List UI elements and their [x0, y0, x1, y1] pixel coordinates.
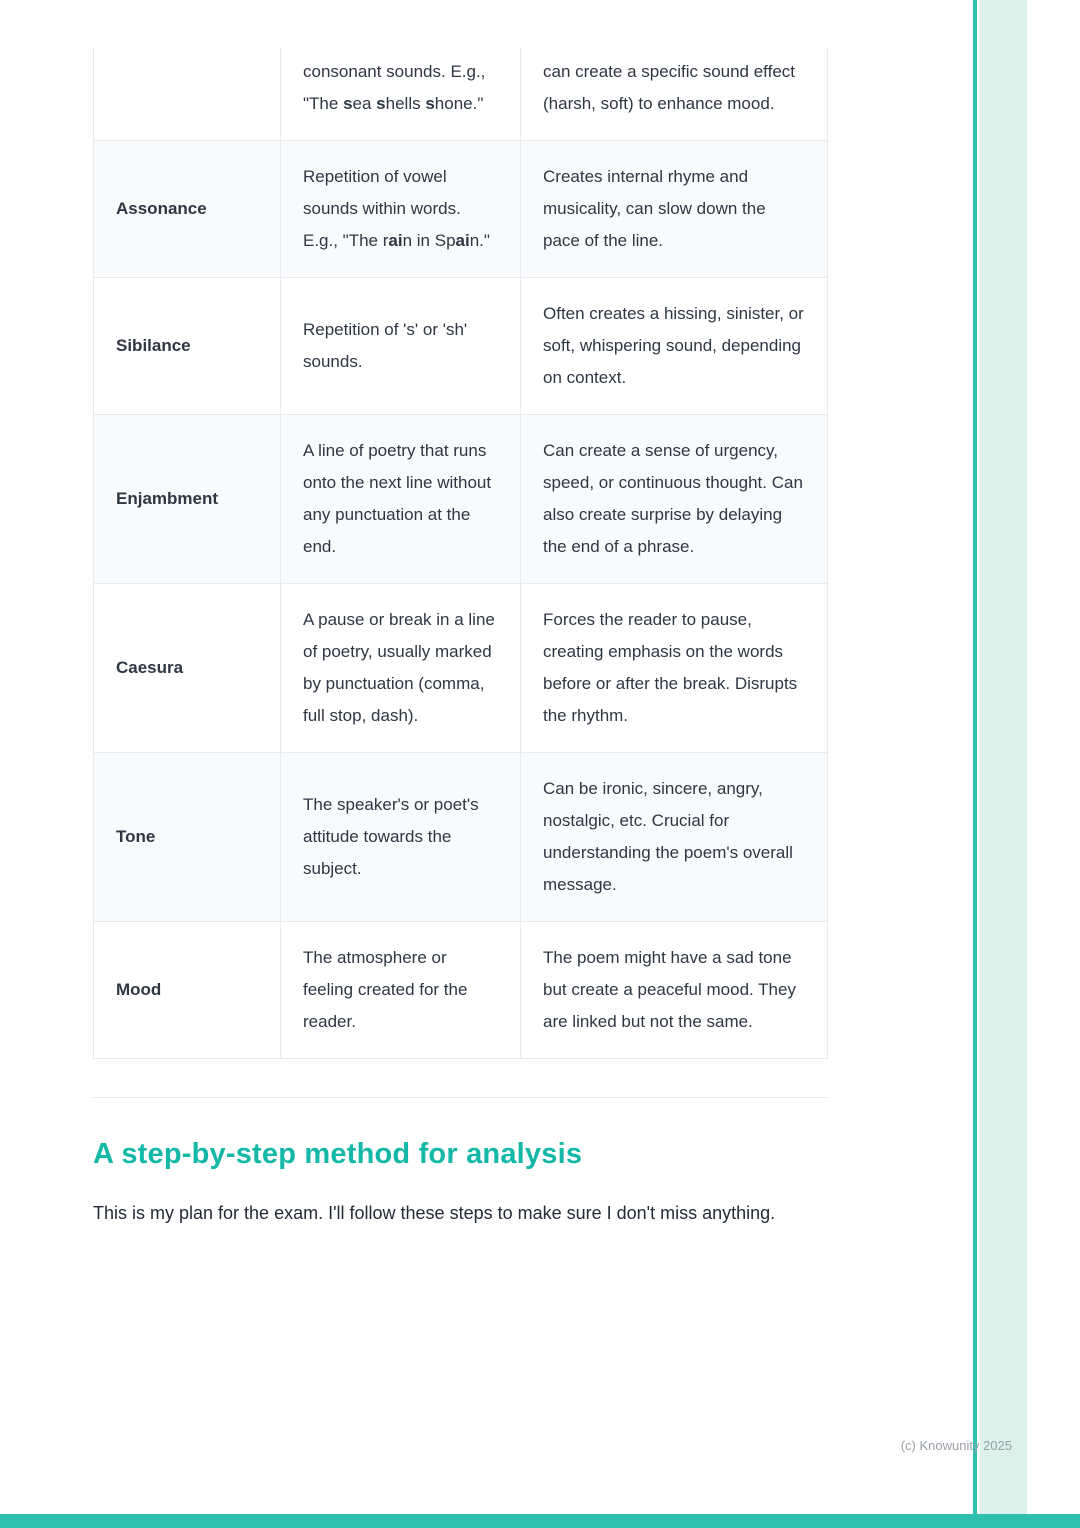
text-segment: hone."	[434, 94, 484, 113]
definition-cell	[281, 48, 521, 141]
footer-credit: (c) Knowunity 2025	[900, 1438, 1012, 1453]
section-paragraph: This is my plan for the exam. I'll follow these steps to make sure I don't miss anything.	[93, 1203, 776, 1223]
definition-cell: A line of poetry that runs onto the next line without any punctuation at the end.	[281, 415, 521, 584]
table-row	[94, 922, 828, 1059]
table-row	[94, 278, 828, 415]
bold-text-segment: ai	[455, 231, 470, 250]
page-edge-strip	[980, 0, 1027, 1514]
bottom-accent-bar	[0, 1514, 1080, 1528]
table-row	[94, 141, 828, 278]
section-divider	[93, 1097, 827, 1098]
table-row	[94, 415, 828, 584]
definition-cell: Repetition of 's' or 'sh' sounds.	[281, 278, 521, 415]
effect-cell: The poem might have a sad tone but create a peaceful mood. They are linked but not the same.	[521, 922, 828, 1059]
bold-text-segment: s	[425, 94, 435, 113]
definition-cell: The atmosphere or feeling created for the reader.	[281, 922, 521, 1059]
bold-text-segment: s	[343, 94, 353, 113]
bold-text-segment: ai	[388, 231, 403, 250]
term-cell: Enjambment	[94, 415, 281, 584]
definition-cell	[281, 141, 521, 278]
term-cell: Sibilance	[94, 278, 281, 415]
section-heading: A step-by-step method for analysis	[93, 1138, 583, 1170]
table-row	[94, 584, 828, 753]
page-edge-accent-line	[973, 0, 977, 1514]
term-cell	[94, 48, 281, 141]
effect-cell: Forces the reader to pause, creating emphasis on the words before or after the break. Disrupts the rhythm.	[521, 584, 828, 753]
table-body	[94, 48, 828, 1059]
page-content	[93, 48, 827, 1230]
effect-cell: Can create a sense of urgency, speed, or continuous thought. Can also create surprise by delaying the end of a phrase.	[521, 415, 828, 584]
text-segment: Repetition of vowel sounds within words. E.g., "The r	[303, 167, 461, 250]
text-segment: consonant sounds. E.g., "The	[303, 62, 486, 113]
table-row	[94, 753, 828, 922]
term-cell: Assonance	[94, 141, 281, 278]
term-cell: Mood	[94, 922, 281, 1059]
text-segment: n in Sp	[402, 231, 456, 250]
text-segment: hells	[385, 94, 426, 113]
bold-text-segment: s	[376, 94, 386, 113]
table-row	[94, 48, 828, 141]
term-cell: Caesura	[94, 584, 281, 753]
effect-cell: Can be ironic, sincere, angry, nostalgic, etc. Crucial for understanding the poem's overall message.	[521, 753, 828, 922]
effect-cell: can create a specific sound effect (harsh, soft) to enhance mood.	[521, 48, 828, 141]
poetic-devices-table	[93, 48, 828, 1059]
term-cell: Tone	[94, 753, 281, 922]
definition-cell: The speaker's or poet's attitude towards the subject.	[281, 753, 521, 922]
effect-cell: Often creates a hissing, sinister, or soft, whispering sound, depending on context.	[521, 278, 828, 415]
text-segment: n."	[469, 231, 490, 250]
effect-cell: Creates internal rhyme and musicality, can slow down the pace of the line.	[521, 141, 828, 278]
text-segment: ea	[352, 94, 377, 113]
definition-cell: A pause or break in a line of poetry, usually marked by punctuation (comma, full stop, dash).	[281, 584, 521, 753]
